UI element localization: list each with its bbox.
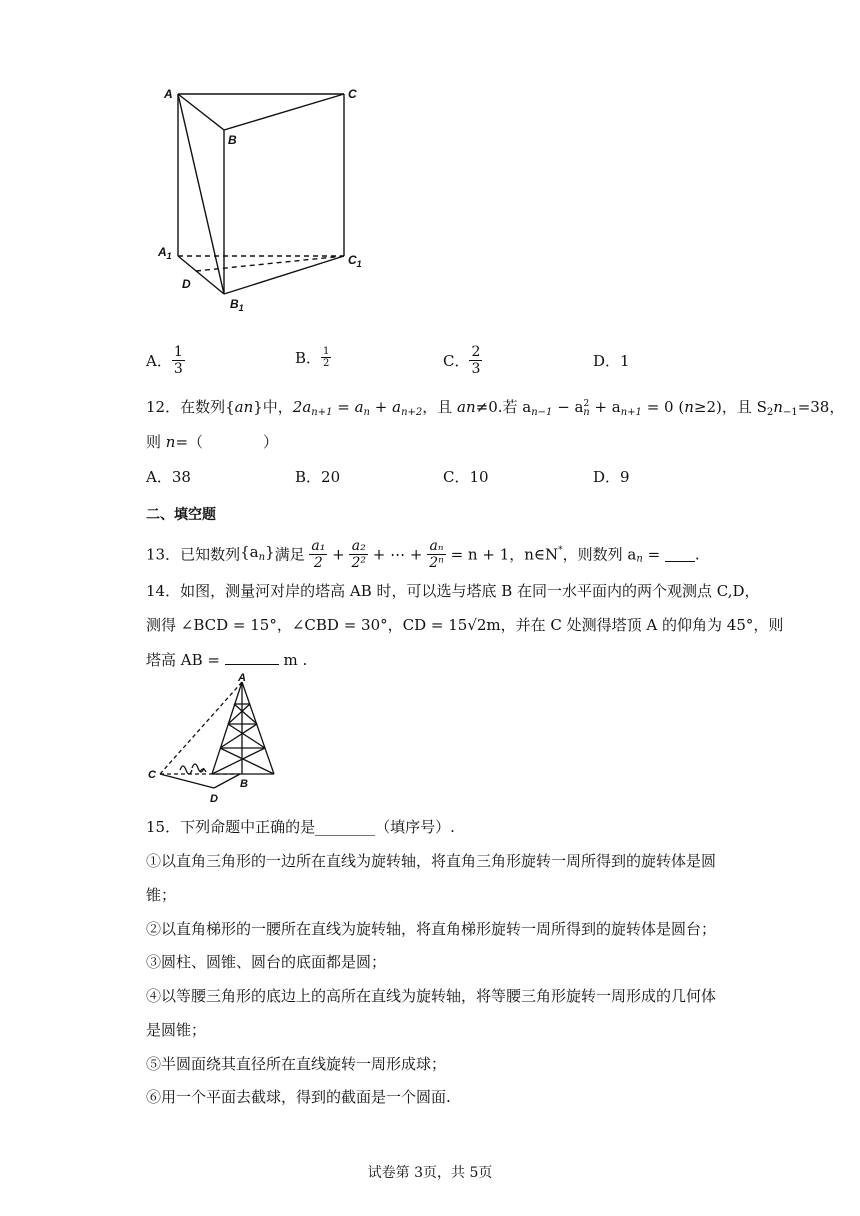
edge-BC [224, 94, 344, 130]
q15-item-6: ⑥用一个平面去截球，得到的截面是一个圆面. [146, 1088, 451, 1106]
q12-option-d: D．9 [593, 468, 630, 486]
label-A1: $A_1$ [158, 245, 172, 261]
q12-option-a: A．38 [146, 468, 191, 486]
q11-option-a: A． $\frac{1}{3}$ [146, 344, 183, 377]
q15-item-1: ①以直角三角形的一边所在直线为旋转轴，将直角三角形旋转一周所得到的旋转体是圆 [146, 852, 717, 870]
q12-line1: 12．在数列{an}中，$2a_{n+1} = a_n + a_{n+2}$，且 an≠0.若 $a_{n-1} - a^2_n + a_{n+1} = 0$ (n≥2)，且 $S_2n_{-1}=38$， [146, 398, 845, 418]
q15-item-1-cont: 锥； [146, 886, 177, 904]
page-footer: 试卷第 3页，共 5页 [367, 1165, 493, 1181]
q12-option-c: C．10 [443, 468, 489, 486]
label-B: B [228, 133, 237, 147]
prism-figure [150, 80, 370, 320]
q15-item-5: ⑤半圆面绕其直径所在直线旋转一周形成球； [146, 1055, 447, 1073]
tower-left [212, 682, 242, 774]
q13: 13．已知数列$\{a_n\}$满足 $\frac{\text{a₁}}{2}$ + $\frac{\text{a₂}}{\text{2²}}$ + ⋯ + $\frac{\text{aₙ}}{\text{2ⁿ}}$ = n + 1，n∈N*，则数列 $a_n$ = . [146, 538, 700, 571]
line-CD [160, 774, 214, 788]
line-DB [214, 774, 240, 788]
q12-line2: 则 n=（ ） [146, 433, 279, 451]
q14-line1: 14．如图，测量河对岸的塔高 AB 时，可以选与塔底 B 在同一水平面内的两个观测点 C,D， [146, 582, 760, 600]
q12-option-b: B．20 [295, 468, 341, 486]
tower-figure [140, 672, 290, 807]
label-A: A [164, 87, 173, 101]
label-B: B [240, 778, 248, 790]
q14-line2: 测得 ∠BCD = 15°，∠CBD = 30°，CD = 15√2m，并在 C 处测得塔顶 A 的仰角为 45°，则 [146, 616, 784, 634]
line-CA-dashed [160, 682, 242, 774]
q15-item-4-cont: 是圆锥； [146, 1021, 207, 1039]
label-C: C [348, 87, 357, 101]
label-C1: $C_1$ [348, 253, 362, 269]
q13-answer-blank[interactable] [665, 547, 695, 562]
q11-option-d: D．1 [593, 352, 630, 370]
q15-item-3: ③圆柱、圆锥、圆台的底面都是圆； [146, 953, 387, 971]
label-D: D [210, 793, 218, 805]
label-A: A [238, 672, 246, 684]
q15-item-4: ④以等腰三角形的底边上的高所在直线为旋转轴，将等腰三角形旋转一周形成的几何体 [146, 987, 717, 1005]
q11-option-b: B． $\frac{1}{2}$ [295, 346, 330, 369]
label-B1: $B_1$ [230, 297, 244, 313]
edge-B1C1 [224, 256, 344, 294]
q11-option-c: C． $\frac{2}{3}$ [443, 344, 481, 377]
q14-line3: 塔高 AB = m . [146, 651, 308, 669]
q15-title: 15．下列命题中正确的是________（填序号）. [146, 818, 455, 836]
label-D: D [182, 277, 191, 291]
section-title: 二、填空题 [146, 507, 216, 523]
q14-answer-blank[interactable] [225, 650, 279, 665]
label-C: C [148, 769, 156, 781]
q15-item-2: ②以直角梯形的一腰所在直线为旋转轴，将直角梯形旋转一周所得到的旋转体是圆台； [146, 920, 717, 938]
